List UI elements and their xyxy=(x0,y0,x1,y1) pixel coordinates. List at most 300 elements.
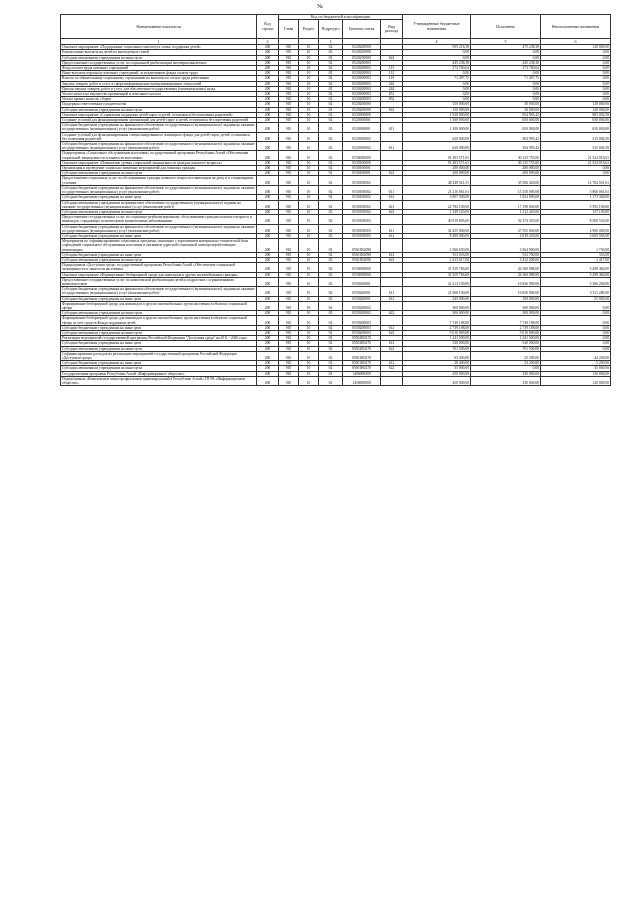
cell-g: 910 xyxy=(279,185,299,194)
cell-u: 4 900 000,00 xyxy=(541,224,611,233)
cell-u: 0,00 xyxy=(541,81,611,86)
cell-p: 02 xyxy=(319,200,343,209)
col-num: 5 xyxy=(471,39,541,45)
cell-e: 330 000,00 xyxy=(471,371,541,376)
cell-r: 10 xyxy=(299,200,319,209)
cell-u: 0,00 xyxy=(541,92,611,97)
cell-p: 02 xyxy=(319,60,343,65)
cell-r: 10 xyxy=(299,209,319,214)
cell-r: 10 xyxy=(299,160,319,165)
cell-p: 02 xyxy=(319,257,343,262)
cell-u: 1 173 300,00 xyxy=(541,195,611,200)
cell-r: 10 xyxy=(299,341,319,346)
cell-e: 1 212 420,00 xyxy=(471,209,541,214)
cell-g: 910 xyxy=(279,195,299,200)
cell-code: 200 xyxy=(257,176,279,185)
cell-u: 333,00 xyxy=(541,252,611,257)
cell-u: 650 000,00 xyxy=(541,123,611,132)
cell-a: 28 400,00 xyxy=(403,361,471,366)
cell-p: 02 xyxy=(319,351,343,360)
cell-t: 0520200000 xyxy=(343,45,381,50)
cell-r: 10 xyxy=(299,76,319,81)
table-row xyxy=(61,301,611,310)
cell-g: 910 xyxy=(279,118,299,123)
cell-r: 10 xyxy=(299,92,319,97)
cell-t: 0530100001 xyxy=(343,166,381,171)
cell-name: Реализация мероприятий государственной программы Российской Федерации "Доступная среда" на 2011 - 2020 годы xyxy=(61,336,257,341)
cell-t: 0530100002 xyxy=(343,195,381,200)
table-row xyxy=(61,287,611,296)
cell-code: 200 xyxy=(257,151,279,160)
cell-r: 10 xyxy=(299,252,319,257)
cell-r: 10 xyxy=(299,336,319,341)
cell-p: 02 xyxy=(319,346,343,351)
cell-e: 30 125 755,00 xyxy=(471,151,541,160)
cell-code: 200 xyxy=(257,81,279,86)
cell-name: Субсидии бюджетным учреждениям на иные цели xyxy=(61,296,257,301)
cell-v: 612 xyxy=(381,361,403,366)
cell-a: 22 213 100,00 xyxy=(403,277,471,286)
cell-p: 02 xyxy=(319,376,343,385)
cell-t: 05502R0270 xyxy=(343,336,381,341)
cell-t: 0520200003 xyxy=(343,71,381,76)
cell-p: 02 xyxy=(319,341,343,346)
cell-v: 612 xyxy=(381,325,403,330)
cell-g: 910 xyxy=(279,60,299,65)
cell-a: 300 000,00 xyxy=(403,301,471,310)
table-row xyxy=(61,142,611,151)
table-row xyxy=(61,151,611,160)
cell-u: 0,00 xyxy=(541,325,611,330)
cell-a: 540 000,00 xyxy=(403,341,471,346)
page-number: № xyxy=(317,4,323,10)
cell-a: 35 000,00 xyxy=(403,366,471,371)
cell-code: 200 xyxy=(257,296,279,301)
cell-u: 137 100,00 xyxy=(541,209,611,214)
cell-a: 445 238,39 xyxy=(403,60,471,65)
header-approved: Утвержденные бюджетные назначения xyxy=(403,15,471,39)
cell-e: 0,00 xyxy=(471,50,541,55)
col-num: 2 xyxy=(257,39,279,45)
cell-name: Предоставление государственных услуг по социальной реабилитации несовершеннолетних xyxy=(61,60,257,65)
cell-code: 200 xyxy=(257,351,279,360)
cell-e: 954 995,42 xyxy=(471,112,541,117)
cell-u: 120 000,00 xyxy=(541,371,611,376)
cell-g: 910 xyxy=(279,171,299,176)
cell-a: 91 493 571,61 xyxy=(403,160,471,165)
cell-code: 200 xyxy=(257,195,279,200)
cell-r: 10 xyxy=(299,60,319,65)
cell-t: 0530100003 xyxy=(343,233,381,238)
cell-a: 91 493 571,61 xyxy=(403,151,471,160)
cell-v: 611 xyxy=(381,123,403,132)
header-podrazdel: Подраздел xyxy=(319,20,343,39)
cell-u: 0,00 xyxy=(541,60,611,65)
cell-g: 910 xyxy=(279,81,299,86)
cell-g: 910 xyxy=(279,50,299,55)
cell-e: 0,00 xyxy=(471,97,541,102)
cell-name: Закупка товаров, работ и услуг в сфере информационно-коммуникационных технологий xyxy=(61,81,257,86)
cell-u: 5 200,00 xyxy=(541,361,611,366)
cell-code: 200 xyxy=(257,200,279,209)
cell-t: 0530100003 xyxy=(343,215,381,224)
cell-e: 445 238,39 xyxy=(471,60,541,65)
cell-a: 0,00 xyxy=(403,86,471,91)
cell-g: 910 xyxy=(279,351,299,360)
cell-a: 595 218,39 xyxy=(403,45,471,50)
cell-a: 31 559 766,00 xyxy=(403,272,471,277)
cell-r: 10 xyxy=(299,102,319,107)
cell-r: 10 xyxy=(299,151,319,160)
cell-g: 910 xyxy=(279,71,299,76)
cell-a: 1 413 617,00 xyxy=(403,257,471,262)
cell-a: 200 000,00 xyxy=(403,171,471,176)
cell-name: Субсидии автономным учреждениям на иные цели xyxy=(61,107,257,112)
cell-p: 02 xyxy=(319,296,343,301)
cell-code: 200 xyxy=(257,239,279,253)
cell-t: 05301R2090 xyxy=(343,257,381,262)
cell-name: Субсидии бюджетным учреждениям на финансовое обеспечение государственного (муниципального) задания на оказание государственных (муниципальных) услуг (выполнение работ) xyxy=(62,185,255,195)
cell-u: 120 000,00 xyxy=(541,102,611,107)
cell-g: 910 xyxy=(279,252,299,257)
cell-e: 17 190 000,00 xyxy=(471,200,541,209)
cell-v: 622 xyxy=(381,346,403,351)
cell-g: 910 xyxy=(279,311,299,316)
cell-e: 16 846 900,00 xyxy=(471,277,541,286)
cell-e: 701 500,00 xyxy=(471,346,541,351)
cell-t: 0530100002 xyxy=(343,185,381,194)
cell-p: 02 xyxy=(319,55,343,60)
cell-g: 910 xyxy=(279,200,299,209)
cell-u: 5 366 200,00 xyxy=(541,277,611,286)
cell-t: 05501R0270 xyxy=(343,351,381,360)
cell-e: 23 200,00 xyxy=(471,361,541,366)
cell-t: 0530100002 xyxy=(343,209,381,214)
cell-a: 63 400,00 xyxy=(403,351,471,360)
cell-v: 611 xyxy=(381,224,403,233)
cell-name: Субсидии автономным учреждениям на иные цели xyxy=(61,366,257,371)
cell-g: 910 xyxy=(279,301,299,310)
cell-g: 910 xyxy=(279,132,299,141)
cell-name: Взносы по обязательному социальному страхованию на выплаты по оплате труда работников xyxy=(61,76,257,81)
cell-t: 05301R2090 xyxy=(343,252,381,257)
cell-t: 0550200001 xyxy=(343,287,381,296)
cell-name: Субсидии бюджетным учреждениям на иные цели xyxy=(61,361,257,366)
cell-p: 02 xyxy=(319,330,343,335)
cell-e: 4 819 435,00 xyxy=(471,233,541,238)
cell-a: 22 782 100,00 xyxy=(403,200,471,209)
cell-t: 0550200003 xyxy=(343,325,381,330)
cell-u: 5 860 061,61 xyxy=(541,185,611,194)
cell-a: 7 749 188,00 xyxy=(403,316,471,325)
cell-code: 200 xyxy=(257,252,279,257)
cell-code: 200 xyxy=(257,102,279,107)
table-row xyxy=(61,215,611,224)
cell-code: 200 xyxy=(257,330,279,335)
cell-p: 02 xyxy=(319,97,343,102)
budget-execution-table xyxy=(60,14,611,386)
cell-t: 0550000000 xyxy=(343,263,381,272)
cell-u: 0,00 xyxy=(541,50,611,55)
cell-name: Субсидии бюджетным учреждениям на финансовое обеспечение государственного (муниципального) задания на оказание государственных (муниципальных) услуг (выполнение работ) xyxy=(62,287,255,296)
cell-g: 910 xyxy=(279,66,299,71)
cell-g: 910 xyxy=(279,166,299,171)
cell-code: 200 xyxy=(257,50,279,55)
header-expense-type: Вид расхода xyxy=(381,20,403,39)
cell-r: 10 xyxy=(299,45,319,50)
table-row xyxy=(61,277,611,286)
header-glava: Глава xyxy=(279,20,299,39)
cell-code: 200 xyxy=(257,336,279,341)
cell-g: 910 xyxy=(279,209,299,214)
cell-e: 0,00 xyxy=(471,81,541,86)
cell-name: Субсидии бюджетным учреждениям на финансовое обеспечение государственного (муниципального) задания на оказание государственных (муниципальных) услуг (выполнение работ) xyxy=(62,142,255,151)
cell-u: 5 311 200,00 xyxy=(541,287,611,296)
table-row xyxy=(61,224,611,233)
cell-e: 26 160 988,00 xyxy=(471,272,541,277)
cell-g: 910 xyxy=(279,272,299,277)
cell-e: 0,00 xyxy=(471,86,541,91)
cell-name: Субсидии автономным учреждениям на иные цели xyxy=(61,311,257,316)
cell-code: 200 xyxy=(257,112,279,117)
cell-code: 200 xyxy=(257,341,279,346)
cell-u: 55 000,00 xyxy=(541,296,611,301)
cell-name: Основное мероприятие «Повышение уровня социальной защищенности граждан пожилого возраста» xyxy=(61,160,257,165)
cell-name: Основное мероприятие «Социальная поддержка детей-сирот и детей, оставшихся без попечения родителей» xyxy=(61,112,257,117)
cell-code: 200 xyxy=(257,160,279,165)
cell-v: 611 xyxy=(381,142,403,151)
cell-v xyxy=(381,376,403,385)
cell-e: 7 749 188,00 xyxy=(471,316,541,325)
cell-r: 10 xyxy=(299,185,319,194)
cell-g: 910 xyxy=(279,123,299,132)
cell-r: 10 xyxy=(299,86,319,91)
cell-e: 475 238,39 xyxy=(471,45,541,50)
cell-v: 851 xyxy=(381,92,403,97)
cell-e: 200 000,00 xyxy=(471,166,541,171)
cell-t: 0520300001 xyxy=(343,123,381,132)
cell-t: 0550200001 xyxy=(343,277,381,286)
cell-g: 910 xyxy=(279,296,299,301)
cell-p: 02 xyxy=(319,107,343,112)
table-row xyxy=(61,132,611,141)
cell-r: 10 xyxy=(299,366,319,371)
header-name: Наименование показателя xyxy=(61,15,257,39)
cell-r: 10 xyxy=(299,195,319,200)
cell-name: Субсидии бюджетным учреждениям на иные цели xyxy=(61,195,257,200)
cell-v xyxy=(381,301,403,310)
cell-code: 200 xyxy=(257,272,279,277)
cell-name: Субсидии бюджетным учреждениям на финансовое обеспечение государственного (муниципального) задания на оказание государственных (муниципальных) услуг (выполнение работ) xyxy=(62,224,255,233)
cell-t: 0530000000 xyxy=(343,151,381,160)
table-row xyxy=(61,185,611,194)
cell-t: 0520200003 xyxy=(343,86,381,91)
table-row xyxy=(61,316,611,325)
cell-t: 0550200003 xyxy=(343,316,381,325)
cell-g: 910 xyxy=(279,316,299,325)
cell-name: Создание условий для функционирования организаций для детей-сирот и детей, оставшихся без попечения родителей xyxy=(61,118,257,123)
cell-r: 10 xyxy=(299,296,319,301)
cell-name: Поддержка ответственного родительства xyxy=(61,102,257,107)
cell-v: 622 xyxy=(381,311,403,316)
cell-p: 02 xyxy=(319,233,343,238)
cell-t: 0520300002 xyxy=(343,132,381,141)
cell-g: 910 xyxy=(279,45,299,50)
table-row xyxy=(61,123,611,132)
cell-u: 0,00 xyxy=(541,86,611,91)
table-body xyxy=(61,45,611,386)
col-num: 3 xyxy=(319,39,343,45)
cell-t: 0530100002 xyxy=(343,176,381,185)
cell-e: 26 160 988,00 xyxy=(471,263,541,272)
cell-v: 612 xyxy=(381,252,403,257)
header-budget-class: Код по бюджетной классификации xyxy=(279,15,403,20)
cell-p: 02 xyxy=(319,76,343,81)
cell-name: Субсидии автономным учреждениям на иные цели xyxy=(61,346,257,351)
cell-t: 0520250000 xyxy=(343,50,381,55)
cell-a: 5 010 000,00 xyxy=(403,330,471,335)
cell-p: 02 xyxy=(319,171,343,176)
cell-u: 0,00 xyxy=(541,55,611,60)
cell-e: 3 412 200,00 xyxy=(471,257,541,262)
cell-u: 0,00 xyxy=(541,76,611,81)
cell-code: 200 xyxy=(257,107,279,112)
cell-name: Софинансирование расходов на реализацию мероприятий государственной программы Российской Федерации «Доступная среда» xyxy=(61,351,257,360)
cell-name: Иные выплаты персоналу казенных учреждений, за исключением фонда оплаты труда xyxy=(61,71,257,76)
cell-t: 0520250000 xyxy=(343,55,381,60)
cell-e: 304 995,42 xyxy=(471,142,541,151)
cell-g: 910 xyxy=(279,330,299,335)
cell-p: 02 xyxy=(319,71,343,76)
cell-g: 910 xyxy=(279,233,299,238)
cell-t: 0550200003 xyxy=(343,330,381,335)
cell-a: 0,00 xyxy=(403,81,471,86)
cell-a: 3 007 300,00 xyxy=(403,195,471,200)
cell-p: 02 xyxy=(319,50,343,55)
cell-v: 611 xyxy=(381,185,403,194)
cell-r: 10 xyxy=(299,55,319,60)
cell-e: 330 000,00 xyxy=(471,376,541,385)
cell-a: 1 349 520,00 xyxy=(403,209,471,214)
cell-e: 300 000,00 xyxy=(471,301,541,310)
cell-a: 553 033,00 xyxy=(403,252,471,257)
cell-code: 200 xyxy=(257,171,279,176)
cell-name: Фонд оплаты труда казенных учреждений xyxy=(61,66,257,71)
cell-v: 112 xyxy=(381,71,403,76)
cell-g: 910 xyxy=(279,341,299,346)
cell-r: 10 xyxy=(299,325,319,330)
cell-v xyxy=(381,351,403,360)
cell-g: 910 xyxy=(279,160,299,165)
cell-code: 200 xyxy=(257,301,279,310)
cell-v: 622 xyxy=(381,257,403,262)
cell-e: 2 739 188,00 xyxy=(471,325,541,330)
cell-r: 10 xyxy=(299,346,319,351)
cell-u: 12 762 501,61 xyxy=(541,176,611,185)
cell-code: 200 xyxy=(257,263,279,272)
cell-u: 0,00 xyxy=(541,346,611,351)
cell-code: 200 xyxy=(257,325,279,330)
cell-code: 200 xyxy=(257,287,279,296)
cell-u: 5 498 466,00 xyxy=(541,272,611,277)
cell-u: 0,00 xyxy=(541,341,611,346)
cell-code: 200 xyxy=(257,142,279,151)
cell-a: 373 760,64 xyxy=(403,66,471,71)
cell-e: 373 760,64 xyxy=(471,66,541,71)
cell-v: 622 xyxy=(381,366,403,371)
cell-u: 120 000,00 xyxy=(541,376,611,385)
cell-name: Предоставление государственных услуг по комплексной реабилитации детей и подростков с ограниченными возможностями xyxy=(61,277,257,286)
col-num: 6 xyxy=(541,39,611,45)
cell-e: 0,00 xyxy=(471,71,541,76)
cell-t: 05301R2090 xyxy=(343,239,381,253)
cell-e: 650 000,00 xyxy=(471,118,541,123)
cell-r: 10 xyxy=(299,272,319,277)
cell-v: 111 xyxy=(381,66,403,71)
cell-name: Субсидии бюджетным учреждениям на иные цели xyxy=(61,252,257,257)
cell-code: 200 xyxy=(257,361,279,366)
cell-t: 0520200003 xyxy=(343,81,381,86)
cell-p: 02 xyxy=(319,361,343,366)
cell-t: 0520200003 xyxy=(343,97,381,102)
cell-r: 10 xyxy=(299,118,319,123)
cell-t: 0520200003 xyxy=(343,60,381,65)
cell-name: Подпрограмма «Социальное обслуживание населения» государственной программы Республики Алтай «Обеспечение социальной защищенности и занятости населения» xyxy=(61,151,257,160)
cell-name: Субсидии автономным учреждениям на иные цели xyxy=(61,330,257,335)
cell-e: 25 200,00 xyxy=(471,351,541,360)
cell-p: 02 xyxy=(319,118,343,123)
cell-name: Мероприятия по софинансированию социальных программ, связанных с укреплением материально-технической базы учреждений социального обслуживания населения и оказанием адресной социальной помощи неработающим пенсионерам xyxy=(61,239,257,253)
cell-p: 02 xyxy=(319,263,343,272)
cell-t: 05501R0270 xyxy=(343,361,381,366)
cell-t: 05501R0270 xyxy=(343,366,381,371)
cell-a: 0,00 xyxy=(403,55,471,60)
cell-r: 10 xyxy=(299,376,319,385)
cell-g: 910 xyxy=(279,107,299,112)
cell-name: Субсидии бюджетным учреждениям на иные цели xyxy=(61,341,257,346)
cell-u: 0,00 xyxy=(541,330,611,335)
cell-r: 10 xyxy=(299,316,319,325)
col-num: 1 xyxy=(61,39,257,45)
cell-v xyxy=(381,132,403,141)
cell-u: 0,00 xyxy=(541,316,611,325)
cell-r: 10 xyxy=(299,330,319,335)
cell-u: 0,00 xyxy=(541,97,611,102)
cell-g: 910 xyxy=(279,55,299,60)
cell-e: 3 564 900,00 xyxy=(471,239,541,253)
cell-g: 910 xyxy=(279,86,299,91)
cell-code: 200 xyxy=(257,346,279,351)
cell-code: 200 xyxy=(257,92,279,97)
cell-v xyxy=(381,277,403,286)
cell-e: 35 586 420,00 xyxy=(471,176,541,185)
cell-r: 10 xyxy=(299,132,319,141)
cell-p: 02 xyxy=(319,195,343,200)
cell-u: 21 524 816,61 xyxy=(541,160,611,165)
cell-v xyxy=(381,316,403,325)
cell-t: 0520300000 xyxy=(343,112,381,117)
cell-a: 31 559 766,00 xyxy=(403,263,471,272)
cell-r: 10 xyxy=(299,176,319,185)
cell-a: 0,00 xyxy=(403,97,471,102)
cell-t: 05502R0270 xyxy=(343,346,381,351)
cell-g: 910 xyxy=(279,92,299,97)
cell-e: 0,00 xyxy=(471,92,541,97)
cell-v: 612 xyxy=(381,233,403,238)
cell-r: 10 xyxy=(299,311,319,316)
cell-r: 10 xyxy=(299,263,319,272)
cell-r: 10 xyxy=(299,224,319,233)
